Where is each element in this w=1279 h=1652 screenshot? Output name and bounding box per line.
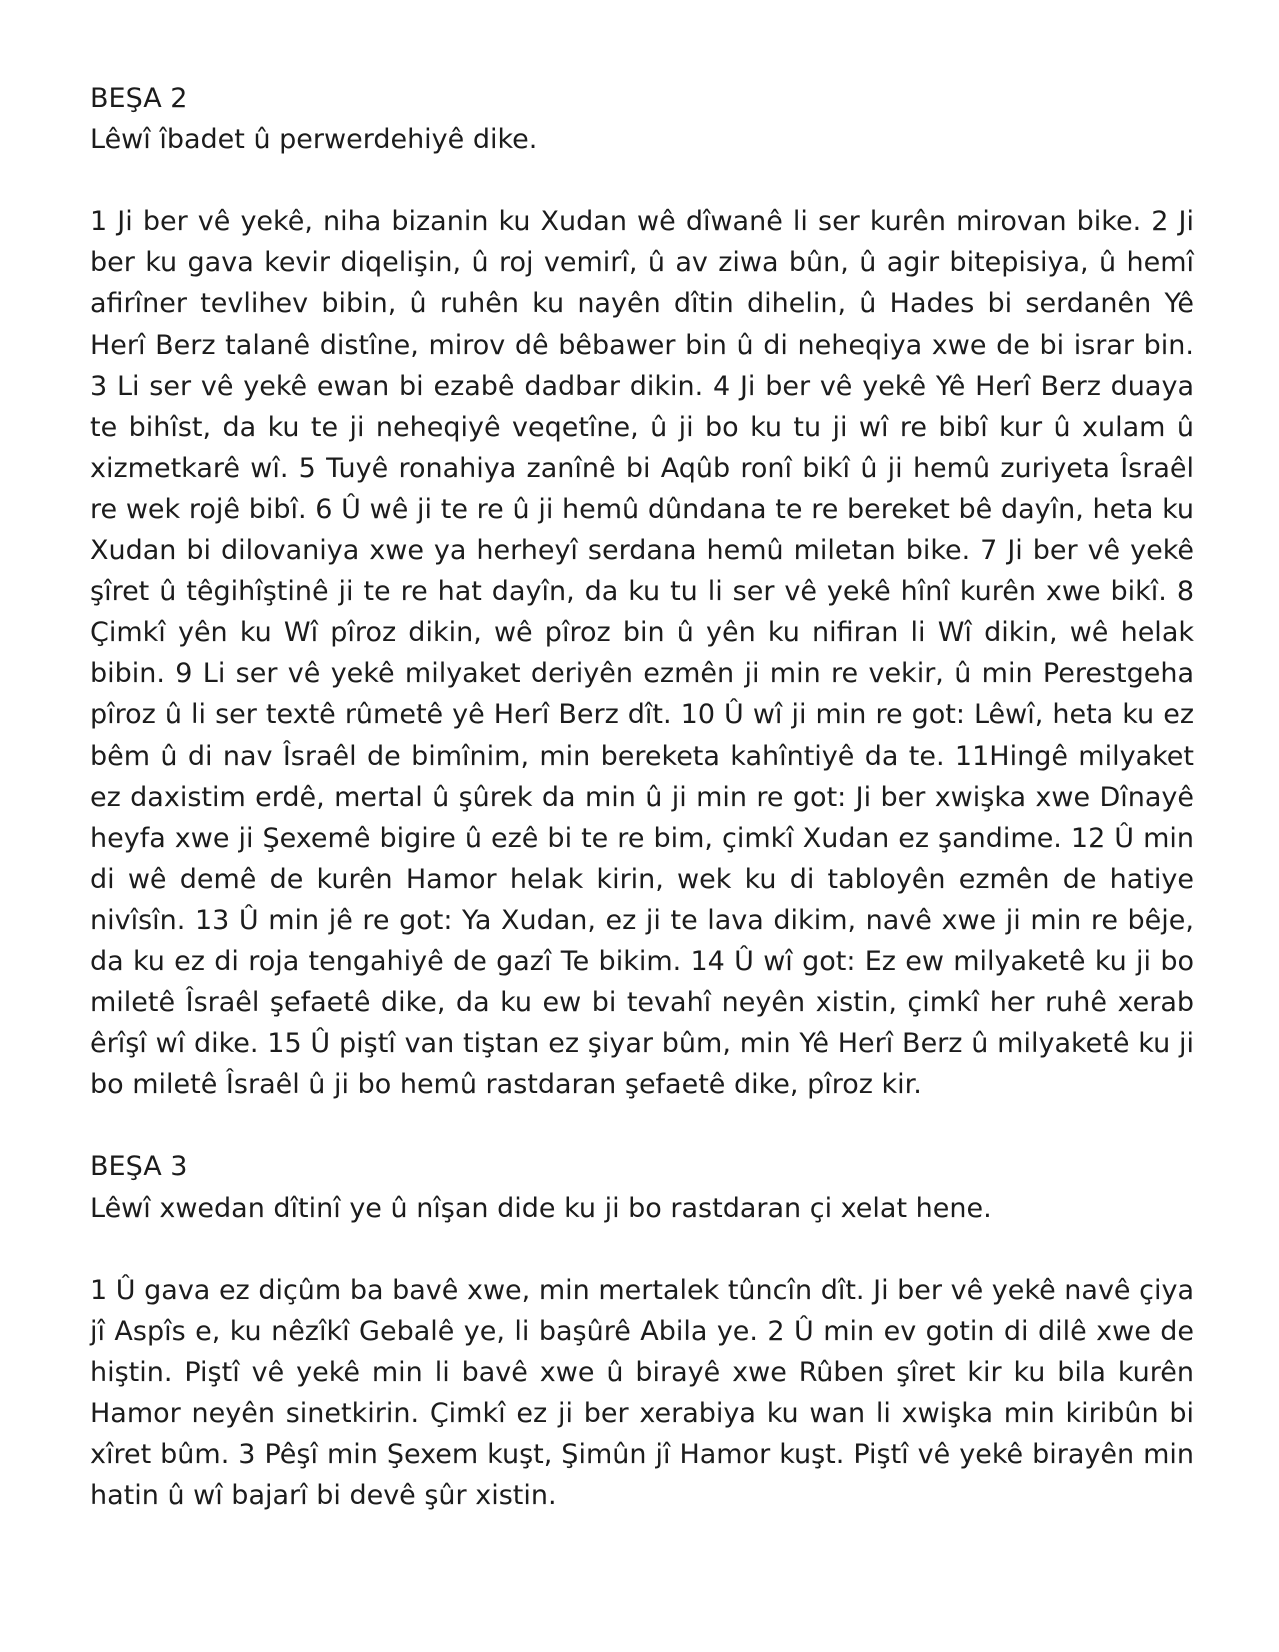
chapter-heading: BEŞA 2 bbox=[90, 83, 188, 114]
chapter-text: 1 Û gava ez diçûm ba bavê xwe, min mertalek tûncîn dît. Ji ber vê yekê navê çiya jî Aspîs e, ku nêzîkî Gebalê ye, li başûrê Abila ye. 2 Û min ev gotin di dilê xwe de hiştin. Piştî vê yekê min li bavê xwe û birayê xwe Rûben şîret kir ku bila kurên Hamor neyên sinetkirin. Çimkî ez ji ber xerabiya ku wan li xwişka min kiribûn bi xîret bûm. 3 Pêşî min Şexem kuşt, Şimûn jî Hamor kuşt. Piştî vê yekê birayên min hatin û wî bajarî bi devê şûr xistin. bbox=[90, 1274, 1194, 1512]
paragraph-gap bbox=[90, 160, 1194, 201]
chapter-summary: Lêwî îbadet û perwerdehiyê dike. bbox=[90, 124, 538, 156]
chapter-3 bbox=[90, 1146, 1194, 1516]
chapter-text: 1 Ji ber vê yekê, niha bizanin ku Xudan wê dîwanê li ser kurên mirovan bike. 2 Ji ber ku gava kevir diqelişin, û roj vemirî, û av ziwa bûn, û agir bitepisiya, û hemî afirîner tevlihev bibin, û ruhên ku nayên dîtin dihelin, û Hades bi serdanên Yê Herî Berz talanê distîne, mirov dê bêbawer bin û di neheqiya xwe de bi israr bin. 3 Li ser vê yekê ewan bi ezabê dadbar dikin. 4 Ji ber vê yekê Yê Herî Berz duaya te bihîst, da ku te ji neheqiyê veqetîne, û ji bo ku tu ji wî re bibî kur û xulam û xizmetkarê wî. 5 Tuyê ronahiya zanînê bi Aqûb ronî bikî û ji hemû zuriyeta Îsraêl re wek rojê bibî. 6 Û wê ji te re û ji hemû dûndana te re bereket bê dayîn, heta ku Xudan bi dilovaniya xwe ya herheyî serdana hemû miletan bike. 7 Ji ber vê yekê şîret û têgihîştinê ji te re hat dayîn, da ku tu li ser vê yekê hînî kurên xwe bikî. 8 Çimkî yên ku Wî pîroz dikin, wê pîroz bin û yên ku nifiran li Wî dikin, wê helak bibin. 9 Li ser vê yekê milyaket deriyên ezmên ji min re vekir, û min Perestgeha pîroz û li ser textê rûmetê yê Herî Berz dît. 10 Û wî ji min re got: Lêwî, heta ku ez bêm û di nav Îsraêl de bimînim, min bereketa kahîntiyê da te. 11Hingê milyaket ez daxistim erdê, mertal û şûrek da min û ji min re got: Ji ber xwişka xwe Dînayê heyfa xwe ji Şexemê bigire û ezê bi te re bim, çimkî Xudan ez şandime. 12 Û min di wê demê de kurên Hamor helak kirin, wek ku di tabloyên ezmên de hatiye nivîsîn. 13 Û min jê re got: Ya Xudan, ez ji te lava dikim, navê xwe ji min re bêje, da ku ez di roja tengahiyê de gazî Te bikim. 14 Û wî got: Ez ew milyaketê ku ji bo miletê Îsraêl şefaetê dike, da ku ew bi tevahî neyên xistin, çimkî her ruhê xerab êrîşî wî dike. 15 Û piştî van tiştan ez şiyar bûm, min Yê Herî Berz û milyaketê ku ji bo miletê Îsraêl û ji bo hemû rastdaran şefaetê dike, pîroz kir. bbox=[90, 206, 1194, 1101]
section-gap bbox=[90, 1105, 1194, 1146]
chapter-heading: BEŞA 3 bbox=[90, 1151, 188, 1183]
chapter-2 bbox=[90, 78, 1194, 1105]
chapter-summary: Lêwî xwedan dîtinî ye û nîşan dide ku ji bo rastdaran çi xelat hene. bbox=[90, 1192, 992, 1224]
document-page bbox=[90, 78, 1194, 1516]
paragraph-gap bbox=[90, 1229, 1194, 1270]
